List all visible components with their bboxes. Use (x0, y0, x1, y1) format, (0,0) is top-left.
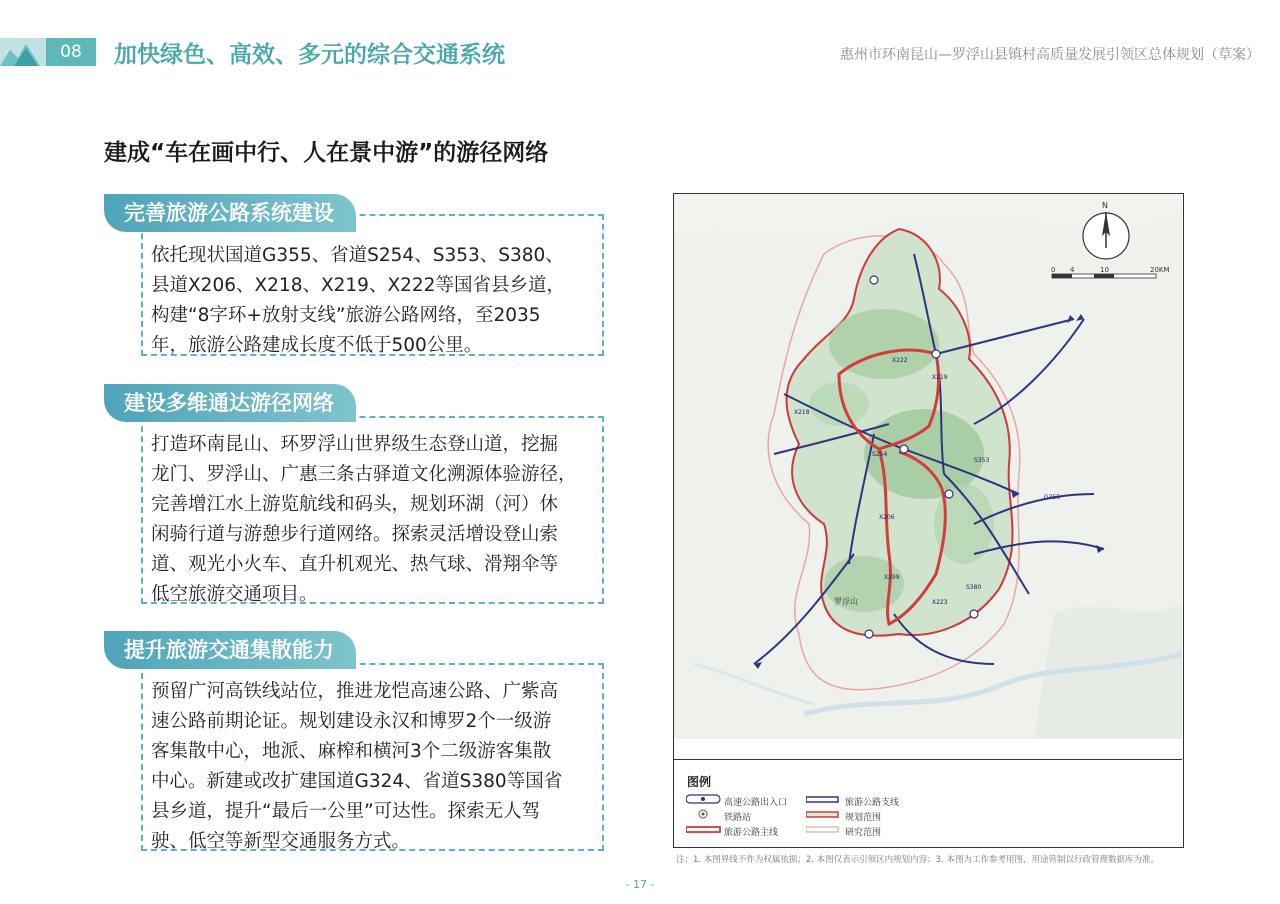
text-line: 依托现状国道G355、省道S254、S353、S380、 (151, 245, 564, 266)
section-body (141, 663, 604, 851)
road-label: X299 (884, 574, 900, 581)
north-arrow-icon (1083, 212, 1129, 259)
rail-station-legend-icon (686, 809, 726, 819)
main-road-legend-icon (686, 825, 726, 835)
north-label: N (1102, 201, 1108, 210)
road-label: S254 (872, 451, 888, 458)
study-area-legend-icon (806, 825, 842, 835)
map-image (674, 194, 1182, 739)
legend-label: 旅游公路支线 (845, 798, 900, 808)
text-line: 年，旅游公路建成长度不低于500公里。 (151, 335, 483, 356)
section-distribution (104, 631, 604, 853)
road-label: S353 (974, 457, 990, 464)
text-line: 县道X206、X218、X219、X222等国省县乡道， (151, 275, 565, 296)
section-title: 提升旅游交通集散能力 (104, 631, 356, 669)
interchange-legend-icon (686, 794, 726, 804)
section-number: 08 (46, 38, 96, 66)
road-label: X219 (932, 374, 948, 381)
section-body (141, 214, 604, 356)
road-label: X218 (794, 409, 810, 416)
legend-divider (674, 759, 1182, 760)
branch-road-legend-icon (806, 795, 842, 805)
scale-bar (1052, 274, 1156, 278)
section-title: 完善旅游公路系统建设 (104, 194, 356, 232)
legend-label: 旅游公路主线 (724, 828, 779, 838)
page-number: - 17 - (625, 878, 655, 891)
road-label: X223 (932, 599, 948, 606)
road-label: X206 (879, 514, 895, 521)
scale-label: 0 (1051, 266, 1056, 274)
text-line: 构建“8字环+放射支线”旅游公路网络，至2035 (151, 305, 541, 326)
text-line: 闲骑行道与游憩步行道网络。探索灵活增设登山索 (151, 524, 559, 545)
section-title: 建设多维通达游径网络 (104, 384, 356, 422)
section-trail-network (104, 384, 604, 606)
scale-label: 10 (1100, 266, 1109, 274)
document-title: 惠州市环南昆山—罗浮山县镇村高质量发展引领区总体规划（草案） (840, 47, 1260, 63)
section-body (141, 416, 604, 604)
legend-title: 图例 (687, 775, 712, 789)
tourism-road-map (673, 193, 1184, 848)
text-line: 道、观光小火车、直升机观光、热气球、滑翔伞等 (151, 554, 559, 575)
road-label: G355 (1044, 494, 1061, 501)
legend-label: 规划范围 (845, 813, 882, 823)
text-line: 县乡道，提升“最后一公里”可达性。探索无人驾 (151, 801, 541, 822)
planning-area-legend-icon (806, 810, 842, 820)
road-label: S380 (966, 584, 982, 591)
page-heading: 建成“车在画中行、人在景中游”的游径网络 (104, 140, 549, 166)
legend-label: 研究范围 (845, 828, 882, 838)
road-label: X222 (892, 357, 908, 364)
scale-label: 20KM (1150, 266, 1170, 274)
text-line: 龙门、罗浮山、广惠三条古驿道文化溯源体验游径， (151, 464, 577, 485)
text-line: 低空旅游交通项目。 (151, 584, 318, 605)
text-line: 打造环南昆山、环罗浮山世界级生态登山道，挖掘 (151, 434, 559, 455)
place-label: 罗浮山 (834, 597, 858, 606)
text-line: 预留广河高铁线站位，推进龙恺高速公路、广紫高 (151, 681, 559, 702)
text-line: 中心。新建或改扩建国道G324、省道S380等国省 (151, 771, 563, 792)
map-note: 注：1. 本图界线不作为权属依据；2. 本图仅表示引领区内规划内容；3. 本图为工作参考用图，用途管制以行政管理数据库为准。 (676, 855, 1159, 865)
legend-label: 铁路站 (724, 813, 752, 823)
text-line: 完善增江水上游览航线和码头，规划环湖（河）休 (151, 494, 559, 515)
scale-label: 4 (1070, 266, 1075, 274)
text-line: 驶、低空等新型交通服务方式。 (151, 831, 411, 852)
text-line: 客集散中心，地派、麻榨和横河3个二级游客集散 (151, 741, 552, 762)
text-line: 速公路前期论证。规划建设永汉和博罗2个一级游 (151, 711, 552, 732)
legend-label: 高速公路出入口 (724, 798, 788, 808)
chapter-title: 加快绿色、高效、多元的综合交通系统 (114, 42, 505, 68)
section-tourism-roads (104, 194, 604, 358)
